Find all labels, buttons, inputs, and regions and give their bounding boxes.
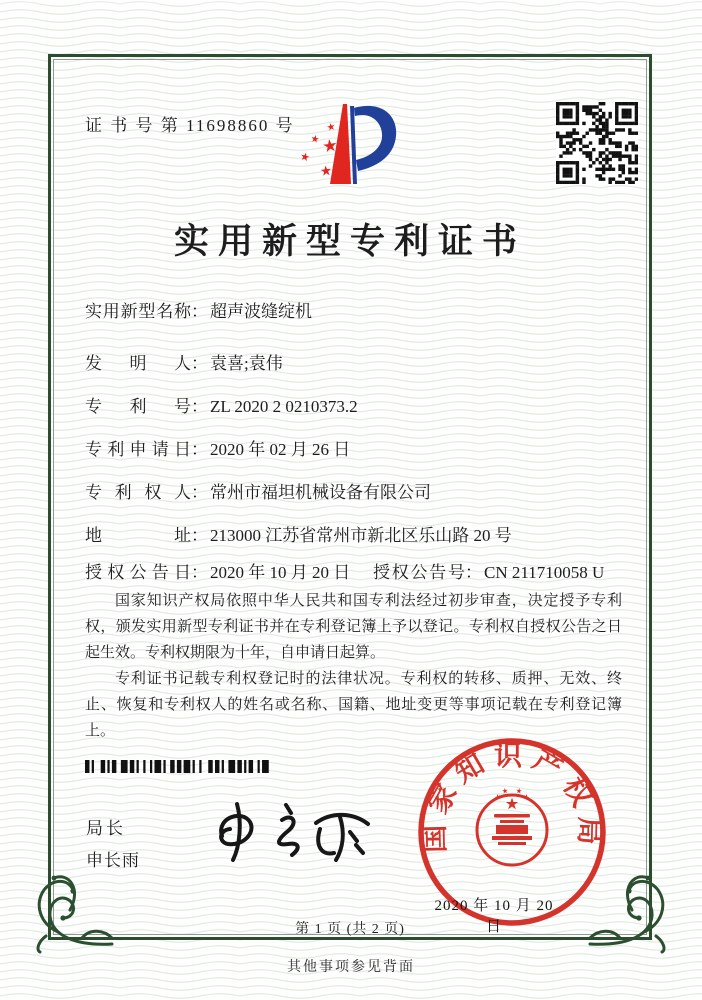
- field-value: 213000 江苏省常州市新北区乐山路 20 号: [210, 526, 512, 545]
- field-label: 专利号: [85, 397, 191, 416]
- field-label: 发明人: [85, 354, 191, 373]
- field-patent-number: 专利号： ZL 2020 2 0210373.2: [85, 392, 358, 417]
- qr-code: [556, 102, 638, 184]
- back-note: 其他事项参见背面: [287, 960, 415, 975]
- field-label: 授权公告号: [373, 563, 465, 582]
- field-value: 2020 年 10 月 20 日: [210, 563, 351, 582]
- seal-ring-text: 国家知识产权局: [419, 741, 605, 854]
- field-label: 授权公告日: [85, 563, 191, 582]
- field-inventors: 发明人： 袁喜;袁伟: [85, 349, 283, 374]
- certificate-title: 实用新型专利证书: [173, 222, 526, 261]
- seal-date: 2020 年 10 月 20 日: [434, 898, 554, 935]
- certificate-content: [48, 54, 652, 940]
- legal-text: [85, 588, 622, 744]
- field-filing-date: 专利申请日： 2020 年 02 月 26 日: [85, 435, 350, 460]
- field-value: 常州市福坦机械设备有限公司: [210, 483, 431, 502]
- barcode-icon: [85, 760, 271, 773]
- field-grant-date: 授权公告日： 2020 年 10 月 20 日: [85, 563, 350, 582]
- field-grant-number: 授权公告号： CN 211710058 U: [373, 558, 604, 583]
- field-label: 专利权人: [85, 483, 191, 502]
- legal-paragraph-1: 国家知识产权局依照中华人民共和国专利法经过初步审查，决定授予专利权，颁发实用新型专利证书并在专利登记簿上予以登记。专利权自授权公告之日起生效。专利权期限为十年，自申请日起算。: [85, 593, 622, 661]
- signer-name: 申长雨: [86, 851, 140, 870]
- field-label: 地址: [85, 526, 191, 545]
- field-value: 超声波缝绽机: [210, 302, 312, 321]
- signature-icon: [196, 800, 381, 864]
- field-value: ZL 2020 2 0210373.2: [210, 397, 358, 416]
- signer-role: 局长: [86, 819, 126, 838]
- field-label: 专利申请日: [85, 440, 191, 459]
- field-address: 地址： 213000 江苏省常州市新北区乐山路 20 号: [85, 521, 512, 546]
- legal-paragraph-2: 专利证书记载专利权登记时的法律状况。专利权的转移、质押、无效、终止、恢复和专利权人的姓名或名称、国籍、地址变更等事项记载在专利登记簿上。: [85, 671, 622, 739]
- field-value: 袁喜;袁伟: [210, 354, 283, 373]
- field-grant-row: [85, 558, 605, 583]
- national-emblem-icon: [477, 788, 547, 865]
- page-indicator: 第 1 页 (共 2 页): [295, 922, 405, 937]
- field-value: CN 211710058 U: [484, 563, 605, 582]
- certificate-number: 证 书 号 第 11698860 号: [85, 116, 295, 135]
- field-name: 实用新型名称： 超声波缝绽机: [85, 297, 312, 322]
- field-label: 实用新型名称: [85, 302, 191, 321]
- field-value: 2020 年 02 月 26 日: [210, 440, 351, 459]
- field-patentee: 专利权人： 常州市福坦机械设备有限公司: [85, 478, 431, 503]
- cnipa-logo-icon: [292, 98, 408, 186]
